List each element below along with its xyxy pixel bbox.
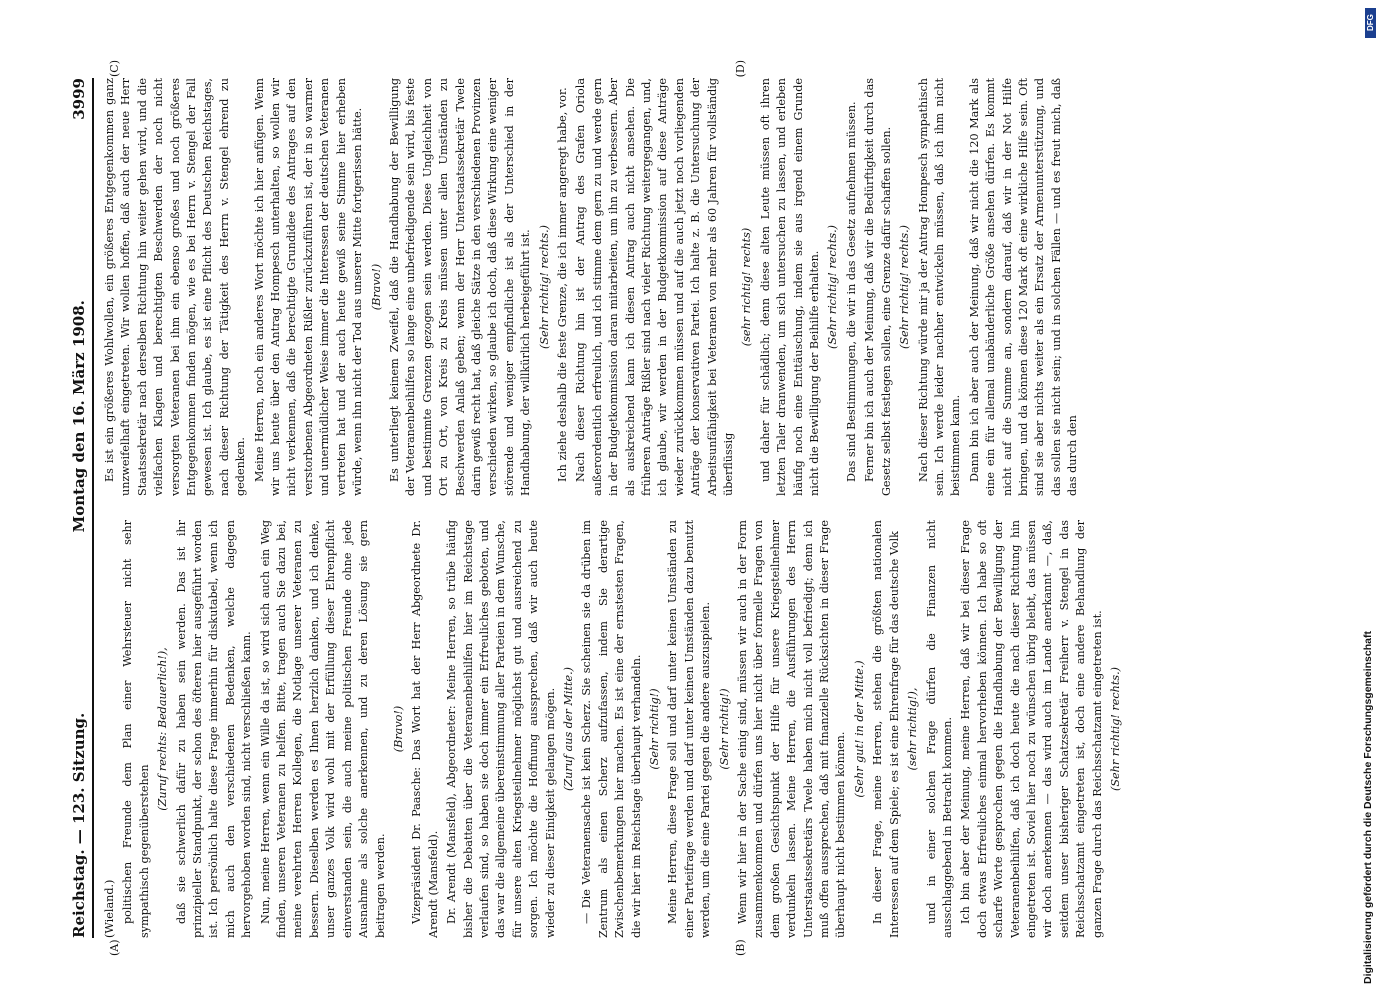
paragraph: (Sehr richtig!) <box>648 688 661 770</box>
paragraph: (Bravo!) <box>369 263 383 311</box>
dfg-logo: DFG <box>1365 8 1376 38</box>
margin-mark-c: (C) <box>108 60 121 77</box>
paragraph: Nun, meine Herren, wenn ein Wille da ist, so wird sich auch ein Weg finden, unseren Veteranen zu helfen. Bitte, tragen auch Sie dazu bei, meine verehrten Herren Kollegen, die Notlage unserer Veteranen zu bessern. Dieselben werden es Ihnen herzlich danken, und ich denke, unser ganzes Volk wird wohl mit der Erfüllung dieser Ehrenpflicht einverstanden sein, die auch meine politischen Freunde ohne jede Ausnahme als solche anerkennen, und zu deren Lösung sie gern beitragen werden. <box>258 520 387 938</box>
paragraph: — Die Veteranensache ist kein Scherz. Sie scheinen sie da drüben im Zentrum als einen Scherz aufzufassen, indem Sie derartige Zwischenbemerkungen hier machen. Es ist eine der ernstesten Fragen, die wir hier im Reichstage überhaupt verhandeln. <box>580 520 643 938</box>
rotated-page-content <box>52 60 1302 956</box>
paragraph: (sehr richtig!), <box>906 687 920 771</box>
margin-mark-d: (D) <box>734 60 747 78</box>
paragraph: Meine Herren, noch ein anderes Wort möchte ich hier anfügen. Wenn wir uns heute über den Antrag Hompesch unterhalten, so wollen wir nicht verkennen, daß die berechtigte Grundidee des Antrages auf den verstorbenen Abgeordneten Rißler zurückzuführen ist, der in so warmer und unermüdlicher Weise immer die Interessen der deutschen Veteranen vertreten hat und der auch heute gewiß seine Stimme hier erheben würde, wenn ihn nicht der Tod aus unserer Mitte fortgerissen hätte. <box>252 78 365 496</box>
scanned-page <box>52 52 1302 956</box>
paragraph: Vizepräsident Dr. Paasche: Das Wort hat der Herr Abgeordnete Dr. Arendt (Mansfeld). <box>410 520 440 938</box>
margin-mark-b: (B) <box>734 939 747 956</box>
text-columns <box>94 60 1292 956</box>
paragraph: (Sehr gut! in der Mitte.) <box>852 660 866 798</box>
margin-mark-a: (A) <box>108 939 121 956</box>
paragraph: politischen Freunde dem Plan einer Wehrsteuer nicht sehr sympathisch gegenüberstehen <box>121 520 151 938</box>
paragraph: Ich bin aber der Meinung, meine Herren, daß wir bei dieser Frage doch etwas Erfreuliches einmal hervorheben können. Ich habe so oft scharfe Worte gesprochen gegen die Handhabung der Bewilligung der Veteranenbeihilfen, daß ich doch heute die nach dieser Richtung hin eingetreten ist. Soviel hier noch zu wünschen übrig bleibt, das müssen wir doch anerkennen — das wird auch im Lande anerkannt —, daß, seitdem unser bisheriger Schatzsekretär Freiherr v. Stengel in das Reichsschatzamt eingetreten ist, doch eine andere Behandlung der ganzen Frage durch das Reichsschatzamt eingetreten ist. <box>959 520 1104 938</box>
page-header <box>52 78 94 938</box>
paragraph: Das sind Bestimmungen, die wir in das Gesetz aufnehmen müssen. <box>844 101 858 482</box>
digitization-credit: Digitalisierung gefördert durch die Deutsche Forschungsgemeinschaft <box>1362 631 1374 984</box>
paragraph: und daher für schädlich; denn diese alten Leute müssen oft ihren letzten Taler dranwenden, um sich untersuchen zu lassen, und erleben häufig noch eine Enttäuschung, indem sie aus irgend einem Grunde nicht die Bewilligung der Beihilfe erhalten. <box>758 78 822 496</box>
paragraph: (Bravo!) <box>391 705 405 753</box>
paragraph: Es ist ein größeres Wohlwollen, ein größeres Entgegenkommen ganz unzweifelhaft eingetreten. Wir wollen hoffen, daß auch der neue Herr Staatssekretär nach derselben Richtung hin weiter gehen wird, und die vielfachen Klagen und berechtigten Beschwerden der noch nicht versorgten Veteranen bei ihm ein ebenso großes und noch größeres Entgegenkommen finden mögen, wie es bei Herrn v. Stengel der Fall gewesen ist. Ich glaube, es ist eine Pflicht des Deutschen Reichstages, nach dieser Richtung der Tätigkeit des Herrn v. Stengel ehrend zu gedenken. <box>103 78 248 496</box>
column-right <box>102 78 1292 496</box>
running-head-speaker: (Wieland.) <box>103 879 116 938</box>
paragraph: Ferner bin ich auch der Meinung, daß wir die Bedürftigkeit durch das Gesetz selbst festlegen sollen, eine Grenze dafür schaffen sollen. <box>863 78 893 496</box>
paragraph: Ich ziehe deshalb die feste Grenze, die ich immer angeregt habe, vor. <box>555 87 569 482</box>
paragraph: Wenn wir hier in der Sache einig sind, müssen wir auch in der Form zusammenkommen und dürfen uns hier nicht über formelle Fragen von dem großen Gesichtspunkt der Hilfe für unsere Kriegsteilnehmer verdunkeln lassen. Meine Herren, die Ausführungen des Herrn Unterstaatssekretärs Twele haben mich nicht voll befriedigt; denn ich muß offen aussprechen, daß mit finanzielle Rücksichten in dieser Frage überhaupt nicht bestimmen können. <box>736 520 848 938</box>
paragraph: (sehr richtig! rechts) <box>740 227 754 347</box>
paragraph: (Sehr richtig!) <box>717 688 731 770</box>
paragraph: Dr. Arendt (Mansfeld), Abgeordneter: Meine Herren, so trübe häufig bisher die Debatten über die Veteranenbeihilfen hier im Reichstage verlaufen sind, so haben sie doch immer ein Erfreuliches geboten, und das war die allgemeine übereinstimmung aller Parteien in dem Wunsche, für unsere alten Kriegsteilnehmer möglichst gut und ausreichend zu sorgen. Ich möchte die Hoffnung aussprechen, daß wir auch heute wieder zu dieser Einigkeit gelangen mögen. <box>445 520 557 938</box>
paragraph: Es unterliegt keinem Zweifel, daß die Handhabung der Bewilligung der Veteranenbeihilfen so lange eine unbefriedigende sein wird, bis feste und bestimmte Grenzen gezogen sein werden. Diese Ungleichheit von Ort zu Ort, von Kreis zu Kreis müssen unter allen Umständen zu Beschwerden Anlaß geben; wenn der Herr Unterstaatssekretär Twele darin gewiß recht hat, daß gleiche Sätze in den verschiedenen Provinzen verschieden wirken, so glaube ich doch, daß diese Wirkung eine weniger störende und weniger empfindliche ist als der Unterschied in der Handhabung, der willkürlich herbeigeführt ist. <box>387 78 533 496</box>
paragraph: (Sehr richtig! rechts.) <box>826 224 840 350</box>
paragraph: (Zuruf rechts: Bedauerlich!), <box>156 647 170 811</box>
paragraph: Nach dieser Richtung hin ist der Antrag des Grafen Oriola außerordentlich erfreulich, und ich stimme dem gern zu und werde gern in der Budgetkommission daran mitarbeiten, um ihn zu verbessern. Aber als auskreichend kann ich diesen Antrag auch nicht ansehen. Die früheren Anträge Rißler sind nach vieler Richtung weitergegangen, und, ich glaube, wir werden in der Budgetkommission auf diese Anträge wieder zurückkommen müssen und auf die auch jetzt noch vorliegenden Anträge der konservativen Partei. Ich halte z. B. die Untersuchung der Arbeitsunfähigkeit bei Veteranen von mehr als 60 Jahren für vollständig überflüssig <box>574 78 736 496</box>
paragraph: (Sehr richtig! rechts.) <box>1108 666 1122 792</box>
left-header: Reichstag. — 123. Sitzung. <box>70 712 88 938</box>
paragraph: (Sehr richtig! rechts.) <box>537 224 551 350</box>
paragraph: daß sie schwerlich dafür zu haben sein werden. Das ist ihr prinzipieller Standpunkt, der schon des öfteren hier ausgeführt worden ist. Ich persönlich halte diese Frage immerhin für diskutabel, wenn ich mich auch den verschiedenen Bedenken, welche dagegen hervorgehoben worden sind, nicht verschließen kann. <box>174 520 254 938</box>
paragraph: Meine Herren, diese Frage soll und darf unter keinen Umständen zu einer Parteifrage werden und darf unter keinen Umständen dazu benutzt werden, um die eine Partei gegen die andere auszuspielen. <box>666 520 713 938</box>
paragraph: (Sehr richtig! rechts.) <box>898 224 912 350</box>
page-number: 3999 <box>70 78 88 120</box>
paragraph: (Zuruf aus der Mitte.) <box>561 666 575 792</box>
center-header: Montag den 16. März 1908. <box>70 300 88 533</box>
paragraph: Dann bin ich aber auch der Meinung, daß wir nicht die 120 Mark als eine ein für allemal unabänderliche Größe ansehen dürfen. Es kommt nicht auf die Summe an, sondern darauf, daß wir in der Not Hilfe bringen, und da können diese 120 Mark oft eine wirkliche Hilfe sein. Oft sind sie aber nichts weiter als ein Ersatz der Armenunterstützung, und das sollen sie nicht sein; und in solchen Fällen — und es freut mich, daß das durch den <box>967 78 1080 496</box>
paragraph: und in einer solchen Frage dürfen die Finanzen nicht ausschlaggebend in Betracht kommen. <box>924 520 954 938</box>
column-left <box>102 520 1292 938</box>
paragraph: Nach dieser Richtung würde mir ja der Antrag Hompesch sympathisch sein. Ich werde leider nachher entwickeln müssen, daß ich ihm nicht beistimmen kann. <box>916 78 963 496</box>
paragraph: In dieser Frage, meine Herren, stehen die größten nationalen Interessen auf dem Spiele; es ist eine Ehrenfrage für das deutsche Volk <box>871 520 901 938</box>
